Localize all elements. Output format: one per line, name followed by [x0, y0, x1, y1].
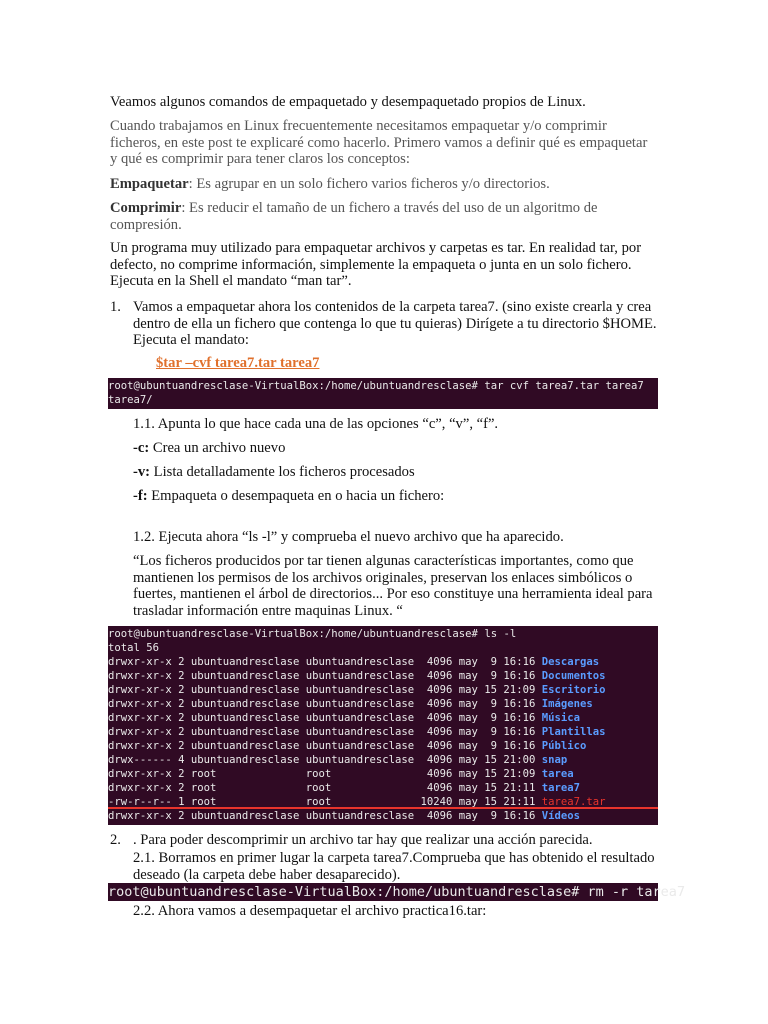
- ls-row-meta: drwxr-xr-x 2 ubuntuandresclase ubuntuandresclase 4096 may 9 16:16: [108, 656, 542, 668]
- ls-row: [108, 781, 658, 795]
- ls-row: [108, 809, 658, 823]
- ls-row-name: snap: [541, 754, 568, 766]
- step-2-1: 2.1. Borramos en primer lugar la carpeta tarea7.Comprueba que has obtenido el resultado deseado (la carpeta debe haber desaparecido).: [133, 850, 655, 883]
- ls-row-name: Descargas: [541, 656, 600, 668]
- definition-empaquetar: [110, 176, 658, 193]
- ls-row-name: tarea: [541, 768, 574, 780]
- ls-row-meta: drwxr-xr-x 2 ubuntuandresclase ubuntuandresclase 4096 may 9 16:16: [108, 740, 542, 752]
- step-2-text: . Para poder descomprimir un archivo tar hay que realizar una acción parecida.: [133, 832, 593, 848]
- terminal-rm: [108, 883, 686, 901]
- ls-row-meta: drwxr-xr-x 2 root root 4096 may 15 21:09: [108, 768, 542, 780]
- step-2-2: 2.2. Ahora vamos a desempaquetar el archivo practica16.tar:: [133, 903, 487, 919]
- ls-row-meta: drwxr-xr-x 2 ubuntuandresclase ubuntuandresclase 4096 may 9 16:16: [108, 726, 542, 738]
- ls-row-highlighted: [108, 795, 658, 809]
- step-1-1: 1.1. Apunta lo que hace cada una de las opciones “c”, “v”, “f”.: [133, 416, 499, 432]
- definition-term: Comprimir: [110, 200, 182, 216]
- ls-row: [108, 753, 658, 767]
- ls-row-name: Documentos: [541, 670, 606, 682]
- definition-text: : Es agrupar en un solo fichero varios ficheros y/o directorios.: [188, 176, 550, 192]
- terminal-total: total 56: [108, 642, 160, 654]
- ls-row: [108, 725, 658, 739]
- definition-term: Empaquetar: [110, 176, 189, 192]
- paragraph-definition-intro: Cuando trabajamos en Linux frecuentemente necesitamos empaquetar y/o comprimir ficheros, en este post te explicaré como hacerlo. Primero vamos a definir qué es empaquetar y qué es comprimir para tener claros los conceptos:: [110, 118, 648, 167]
- option-v: [133, 464, 415, 481]
- ls-row: [108, 655, 658, 669]
- ls-row: [108, 697, 658, 711]
- option-f: [133, 488, 444, 505]
- ls-row: [108, 767, 658, 781]
- ls-row-meta: -rw-r--r-- 1 root root 10240 may 15 21:11: [108, 796, 542, 808]
- ls-row-meta: drwxr-xr-x 2 ubuntuandresclase ubuntuandresclase 4096 may 15 21:09: [108, 684, 542, 696]
- definition-comprimir: [110, 200, 658, 233]
- ls-row-name: Imágenes: [541, 698, 593, 710]
- ls-row-name: tarea7: [541, 782, 580, 794]
- ls-row: [108, 669, 658, 683]
- ls-row: [108, 739, 658, 753]
- command-tar-cvf: $tar –cvf tarea7.tar tarea7: [156, 355, 320, 371]
- option-flag: -c:: [133, 440, 150, 456]
- ls-row-name: tarea7.tar: [541, 796, 606, 808]
- terminal-command: rm -r tarea7: [579, 884, 686, 900]
- intro-text: Veamos algunos comandos de empaquetado y desempaquetado propios de Linux.: [110, 94, 586, 110]
- ls-row-meta: drwxr-xr-x 2 ubuntuandresclase ubuntuandresclase 4096 may 9 16:16: [108, 698, 542, 710]
- ls-row-name: Plantillas: [541, 726, 606, 738]
- step-2-number: 2.: [110, 832, 121, 848]
- ls-row-meta: drwxr-xr-x 2 root root 4096 may 15 21:11: [108, 782, 542, 794]
- ls-row-name: Público: [541, 740, 587, 752]
- option-desc: Crea un archivo nuevo: [149, 440, 286, 456]
- terminal-prompt: root@ubuntuandresclase-VirtualBox:/home/ubuntuandresclase#: [108, 628, 478, 640]
- option-flag: -f:: [133, 488, 148, 504]
- ls-row-meta: drwxr-xr-x 2 ubuntuandresclase ubuntuandresclase 4096 may 9 16:16: [108, 712, 542, 724]
- ls-row-meta: drwxr-xr-x 2 ubuntuandresclase ubuntuandresclase 4096 may 9 16:16: [108, 810, 542, 822]
- option-c: [133, 440, 285, 457]
- ls-row-name: Escritorio: [541, 684, 606, 696]
- ls-row-name: Música: [541, 712, 580, 724]
- terminal-output: tarea7/: [108, 394, 153, 406]
- step-1-2: 1.2. Ejecuta ahora “ls -l” y comprueba el nuevo archivo que ha aparecido.: [133, 529, 564, 545]
- ls-row: [108, 711, 658, 725]
- option-desc: Empaqueta o desempaqueta en o hacia un fichero:: [147, 488, 445, 504]
- terminal-prompt: root@ubuntuandresclase-VirtualBox:/home/ubuntuandresclase#: [108, 380, 478, 392]
- terminal-command: ls -l: [477, 628, 517, 640]
- terminal-command: tar cvf tarea7.tar tarea7: [477, 380, 644, 392]
- ls-row: [108, 683, 658, 697]
- terminal-ls: [108, 626, 658, 825]
- definition-text: : Es reducir el tamaño de un fichero a través del uso de un algoritmo de compresión.: [110, 200, 598, 233]
- ls-row-meta: drwx------ 4 ubuntuandresclase ubuntuandresclase 4096 may 15 21:00: [108, 754, 542, 766]
- step-1-number: 1.: [110, 299, 121, 315]
- terminal-tar: [108, 378, 658, 409]
- quote-tar: “Los ficheros producidos por tar tienen algunas características importantes, como que mantienen los permisos de los archivos originales, preservan los enlaces simbólicos o fuertes, mantienen el árbol de directorios... Por eso constituye una herramienta ideal para trasladar información entre maquinas Linux. “: [133, 553, 653, 619]
- paragraph-tar-intro: Un programa muy utilizado para empaquetar archivos y carpetas es tar. En realidad tar, por defecto, no comprime información, simplemente la empaqueta o junta en un solo fichero. Ejecuta en la Shell el mandato “man tar”.: [110, 240, 642, 289]
- ls-row-name: Vídeos: [541, 810, 580, 822]
- step-1-text: Vamos a empaquetar ahora los contenidos de la carpeta tarea7. (sino existe crearla y crea dentro de ella un fichero que contenga lo que tu quieras) Dirígete a tu directorio $HOME. Ejecuta el mandato:: [133, 299, 657, 348]
- option-desc: Lista detalladamente los ficheros procesados: [150, 464, 415, 480]
- terminal-prompt: root@ubuntuandresclase-VirtualBox:/home/ubuntuandresclase#: [108, 884, 580, 900]
- ls-row-meta: drwxr-xr-x 2 ubuntuandresclase ubuntuandresclase 4096 may 9 16:16: [108, 670, 542, 682]
- option-flag: -v:: [133, 464, 151, 480]
